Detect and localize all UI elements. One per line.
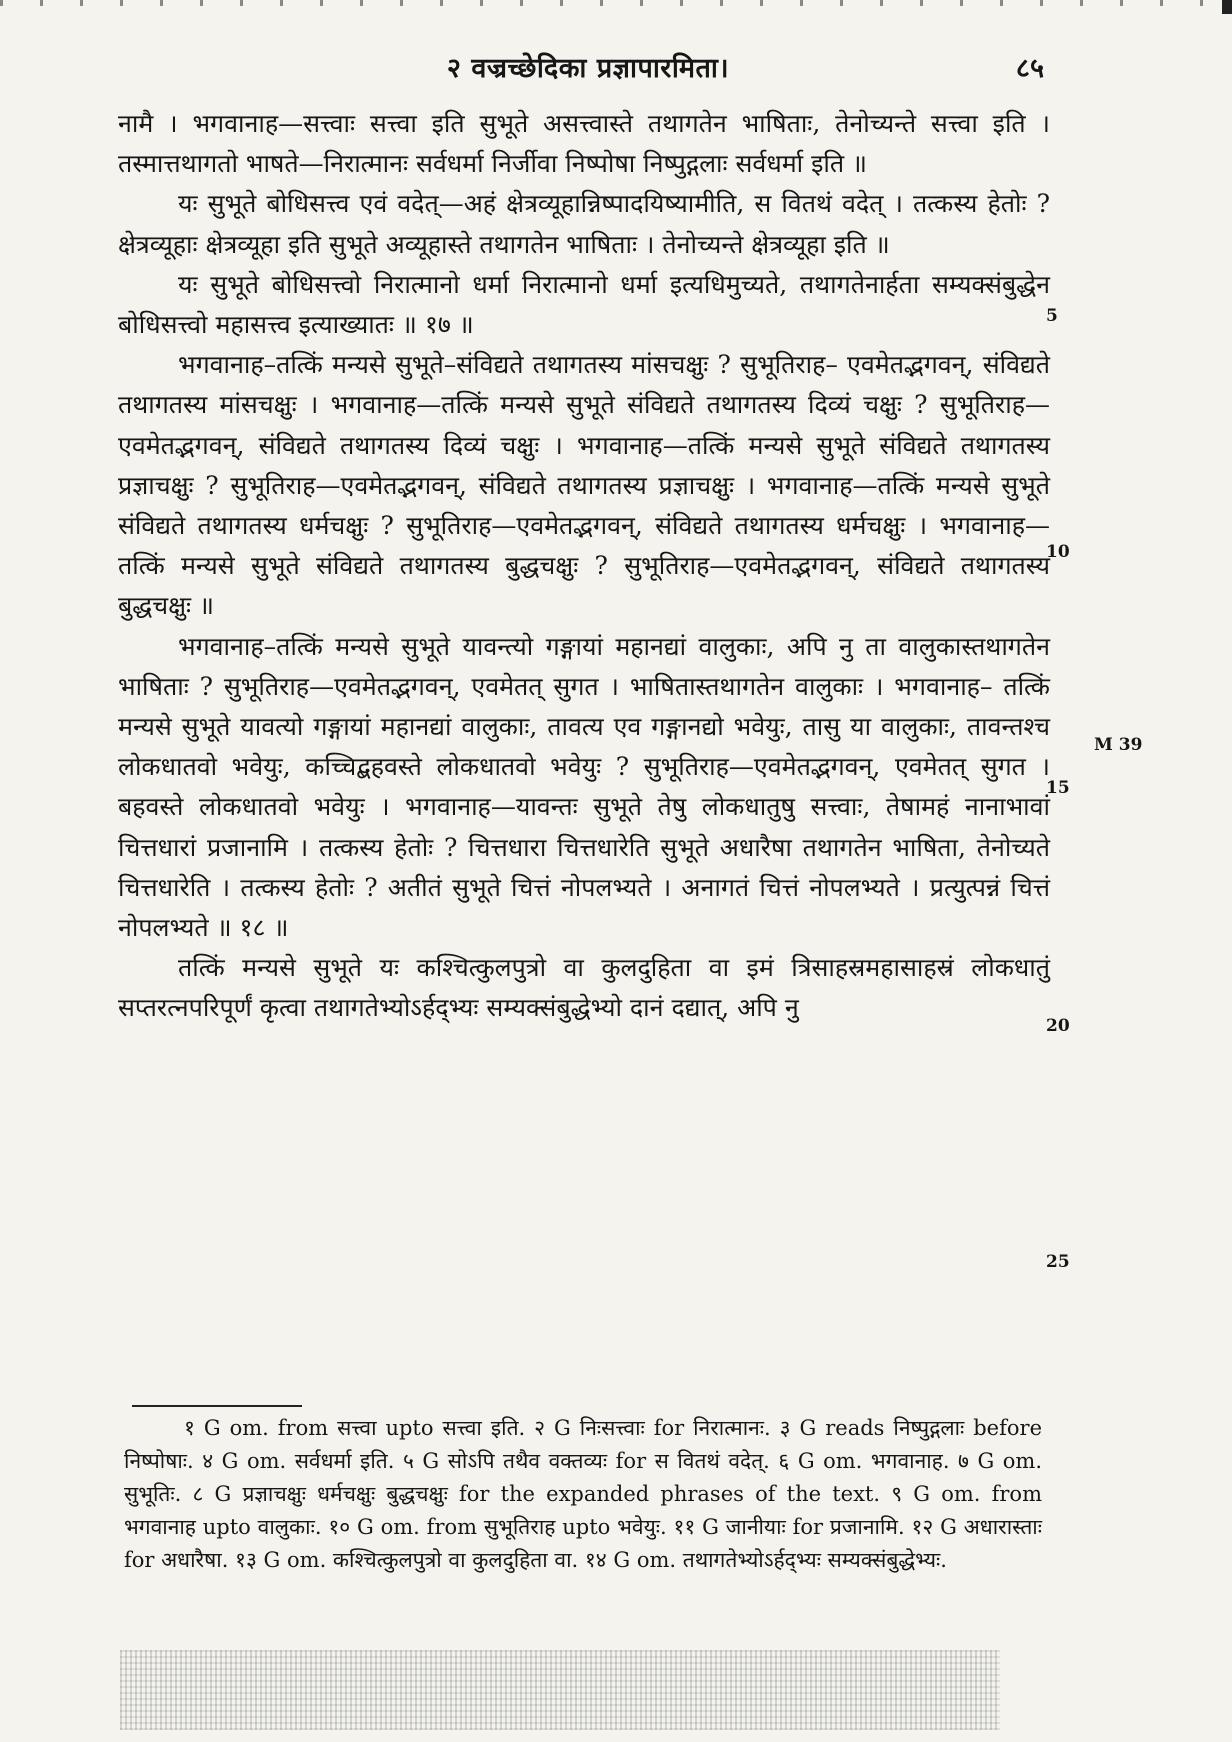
- line-number: 15: [1046, 778, 1070, 798]
- paragraph: तत्किं मन्यसे सुभूते यः कश्चित्कुलपुत्रो वा कुलदुहिता वा इमं त्रिसाहस्रमहासाहस्रं लोकधातुं सप्तरत्नपरिपूर्णं कृत्वा तथागतेभ्योऽर्हद्भ्यः सम्यक्संबुद्धेभ्यो दानं दद्यात्, अपि नु: [118, 953, 1050, 1023]
- line-number: 20: [1046, 1016, 1070, 1036]
- page-number: ८५: [1015, 53, 1044, 84]
- footnote-rule: [132, 1405, 302, 1407]
- line-number: 10: [1046, 542, 1070, 562]
- body-text: [118, 104, 1050, 1029]
- running-header: [118, 48, 1058, 88]
- footnotes: [124, 1412, 1042, 1577]
- scan-edge: [0, 0, 1232, 6]
- paragraph: नामै । भगवानाह—सत्त्वाः सत्त्वा इति सुभूते असत्त्वास्ते तथागतेन भाषिताः, तेनोच्यन्ते सत्त्वा इति । तस्मात्तथागतो भाषते—निरात्मानः सर्वधर्मा निर्जीवा निष्पोषा निष्पुद्गलाः सर्वधर्मा इति ॥: [118, 109, 1050, 179]
- footnote-text: १ G om. from सत्त्वा upto सत्त्वा इति. २ G निःसत्त्वाः for निरात्मानः. ३ G reads निष्पुद्गलाः before निष्पोषाः. ४ G om. सर्वधर्मा इति. ५ G सोऽपि तथैव वक्तव्यः for स वितथं वदेत्. ६ G om. भगवानाह. ७ G om. सुभूतिः. ८ G प्रज्ञाचक्षुः धर्मचक्षुः बुद्धचक्षुः for the expanded phrases of the text. ९ G om. from भगवानाह upto वालुकाः. १० G om. from सुभूतिराह upto भवेयुः. ११ G जानीयाः for प्रजानामि. १२ G अधारास्ताः for अधारैषा. १३ G om. कश्चित्कुलपुत्रो वा कुलदुहिता वा. १४ G om. तथागतेभ्योऽर्हद्भ्यः सम्यक्संबुद्धेभ्यः.: [124, 1416, 1042, 1572]
- paragraph: भगवानाह–तत्किं मन्यसे सुभूते–संविद्यते तथागतस्य मांसचक्षुः ? सुभूतिराह– एवमेतद्भगवन्, संविद्यते तथागतस्य मांसचक्षुः । भगवानाह—तत्किं मन्यसे सुभूते संविद्यते तथागतस्य दिव्यं चक्षुः ? सुभूतिराह—एवमेतद्भगवन्, संविद्यते तथागतस्य दिव्यं चक्षुः । भगवानाह—तत्किं मन्यसे सुभूते संविद्यते तथागतस्य प्रज्ञाचक्षुः ? सुभूतिराह—एवमेतद्भगवन्, संविद्यते तथागतस्य प्रज्ञाचक्षुः । भगवानाह—तत्किं मन्यसे सुभूते संविद्यते तथागतस्य धर्मचक्षुः ? सुभूतिराह—एवमेतद्भगवन्, संविद्यते तथागतस्य धर्मचक्षुः । भगवानाह—तत्किं मन्यसे सुभूते संविद्यते तथागतस्य बुद्धचक्षुः ? सुभूतिराह—एवमेतद्भगवन्, संविद्यते तथागतस्य बुद्धचक्षुः ॥: [118, 350, 1050, 621]
- scan-noise: [120, 1650, 1000, 1730]
- paragraph: यः सुभूते बोधिसत्त्वो निरात्मानो धर्मा निरात्मानो धर्मा इत्यधिमुच्यते, तथागतेनार्हता सम्यक्संबुद्धेन बोधिसत्त्वो महासत्त्व इत्याख्यातः ॥ १७ ॥: [118, 269, 1050, 340]
- scan-corner-mark: [1222, 0, 1232, 14]
- paragraph: भगवानाह–तत्किं मन्यसे सुभूते यावन्त्यो गङ्गायां महानद्यां वालुकाः, अपि नु ता वालुकास्तथागतेन भाषिताः ? सुभूतिराह—एवमेतद्भगवन्, एवमेतत् सुगत । भाषितास्तथागतेन वालुकाः । भगवानाह– तत्किं मन्यसे सुभूते यावत्यो गङ्गायां महानद्यां वालुकाः, तावत्य एव गङ्गानद्यो भवेयुः, तासु या वालुकाः, तावन्तश्च लोकधातवो भवेयुः, कच्चिद्बहवस्ते लोकधातवो भवेयुः ? सुभूतिराह—एवमेतद्भगवन्, एवमेतत् सुगत । बहवस्ते लोकधातवो भवेयुः । भगवानाह—यावन्तः सुभूते तेषु लोकधातुषु सत्त्वाः, तेषामहं नानाभावां चित्तधारां प्रजानामि । तत्कस्य हेतोः ? चित्तधारा चित्तधारेति सुभूते अधारैषा तथागतेन भाषिता, तेनोच्यते चित्तधारेति । तत्कस्य हेतोः ? अतीतं सुभूते चित्तं नोपलभ्यते । अनागतं चित्तं नोपलभ्यते । प्रत्युत्पन्नं चित्तं नोपलभ्यते ॥ १८ ॥: [118, 631, 1050, 943]
- line-number: 5: [1046, 306, 1058, 326]
- header-title: २ वज्रच्छेदिका प्रज्ञापारमिता।: [446, 53, 730, 84]
- manuscript-folio-note: M 39: [1094, 735, 1143, 755]
- line-number: 25: [1046, 1252, 1070, 1272]
- paragraph: यः सुभूते बोधिसत्त्व एवं वदेत्—अहं क्षेत्रव्यूहान्निष्पादयिष्यामीति, स वितथं वदेत् । तत्कस्य हेतोः ? क्षेत्रव्यूहाः क्षेत्रव्यूहा इति सुभूते अव्यूहास्ते तथागतेन भाषिताः । तेनोच्यन्ते क्षेत्रव्यूहा इति ॥: [118, 189, 1050, 259]
